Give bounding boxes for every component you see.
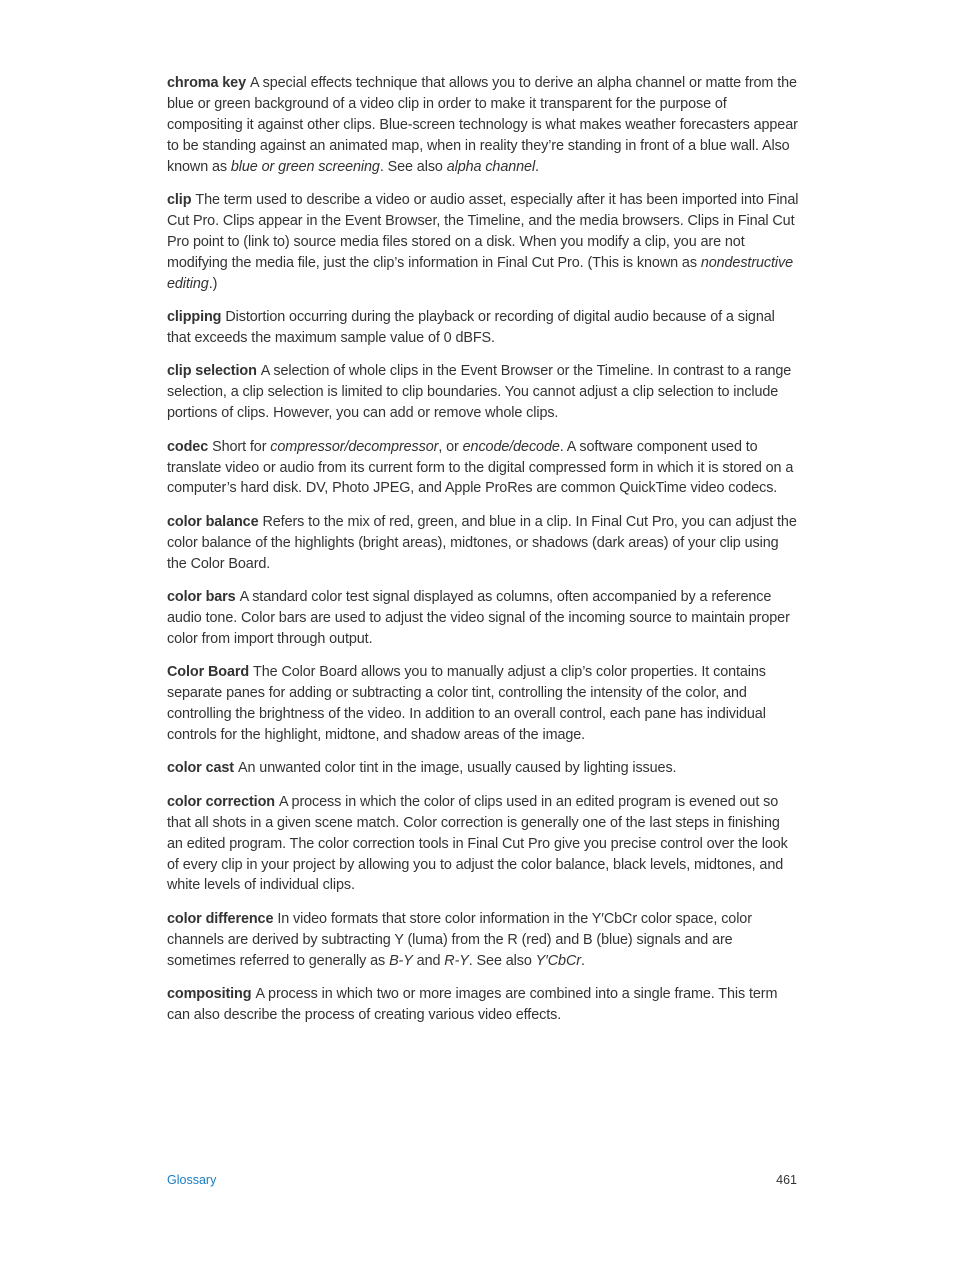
glossary-term: color bars (167, 589, 236, 606)
glossary-definition (167, 514, 797, 572)
glossary-term: chroma key (167, 75, 246, 91)
glossary-definition (167, 589, 790, 647)
footer-section-link[interactable]: Glossary (167, 1173, 217, 1187)
glossary-definition (167, 986, 777, 1023)
glossary-entry (167, 512, 799, 575)
glossary-definition (167, 439, 793, 497)
glossary-term: clip selection (167, 363, 257, 380)
glossary-entry (167, 792, 799, 897)
definition-text: A process in which two or more images are combined into a single frame. This term can also describe the process of creating various video effects. (167, 986, 778, 1023)
glossary-entry (167, 361, 799, 424)
definition-text: , or (438, 438, 463, 455)
glossary-entry (167, 984, 799, 1026)
glossary-term: color balance (167, 513, 259, 530)
definition-text: Refers to the mix of red, green, and blue in a clip. In Final Cut Pro, you can adjust the color balance of the highlights (bright areas), midtones, or shadows (dark areas) of your clip using the Color Board. (167, 513, 797, 572)
definition-text: In video formats that store color information in the Y′CbCr color space, color channels are derived by subtracting Y (luma) from the R (red) and B (blue) signals and are sometimes referred to generally as (167, 910, 752, 969)
glossary-definition (167, 192, 798, 292)
glossary-entry (167, 307, 799, 349)
definition-text: A standard color test signal displayed as columns, often accompanied by a reference audio tone. Color bars are used to adjust the video signal of the incoming source to maintain proper color from import through output. (167, 589, 790, 647)
glossary-content (167, 73, 799, 1038)
glossary-term: Color Board (167, 664, 250, 681)
glossary-entry (167, 190, 799, 295)
definition-text: . (580, 952, 585, 969)
definition-italic-text: encode/decode (462, 438, 560, 455)
definition-text: . See also (379, 158, 447, 175)
glossary-term: clipping (167, 309, 222, 326)
definition-italic-text: Y′CbCr (535, 952, 581, 969)
glossary-term: color correction (167, 793, 275, 810)
glossary-entry (167, 437, 799, 500)
definition-text: The Color Board allows you to manually adjust a clip’s color properties. It contains separate panes for adding or subtracting a color tint, controlling the intensity of the color, and controlling the brightness of the video. In addition to an overall control, each pane has individual controls for the highlight, midtone, and shadow areas of the image. (167, 664, 766, 743)
glossary-entry (167, 909, 799, 972)
definition-text: and (412, 952, 445, 969)
definition-text: An unwanted color tint in the image, usually caused by lighting issues. (237, 760, 677, 777)
definition-italic-text: alpha channel (446, 158, 536, 175)
definition-italic-text: R-Y (444, 952, 469, 969)
glossary-definition (167, 664, 766, 743)
page-number: 461 (776, 1173, 797, 1187)
definition-text: A special effects technique that allows you to derive an alpha channel or matte from the blue or green background of a video clip in order to make it transparent for the purpose of compositing it against other clips. Blue-screen technology is what makes weather forecasters appear to be standing against an animated map, when in reality they’re standing in front of a blue wall. Also known as (167, 75, 798, 175)
definition-text: . See also (468, 952, 536, 969)
definition-text: Distortion occurring during the playback or recording of digital audio because of a signal that exceeds the maximum sample value of 0 dBFS. (167, 309, 775, 346)
definition-italic-text: compressor/decompressor (270, 438, 439, 455)
definition-text: . A software component used to translate video or audio from its current form to the digital compressed form in which it is stored on a computer’s hard disk. DV, Photo JPEG, and Apple ProRes are common QuickTime video codecs. (167, 438, 794, 497)
definition-text: .) (208, 275, 218, 292)
glossary-term: codec (167, 438, 209, 455)
definition-text: A process in which the color of clips used in an edited program is evened out so that all shots in a given scene match. Color correction is generally one of the last steps in finishing an edited program. The color correction tools in Final Cut Pro give you precise control over the look of every clip in your project by allowing you to adjust the color balance, black levels, midtones, and white levels of individual clips. (167, 793, 788, 894)
glossary-definition (167, 309, 775, 346)
glossary-definition (238, 760, 676, 776)
definition-italic-text: blue or green screening (230, 158, 380, 175)
glossary-entry (167, 758, 799, 779)
glossary-entry (167, 662, 799, 746)
definition-text: A selection of whole clips in the Event Browser or the Timeline. In contrast to a range selection, a clip selection is limited to clip boundaries. You cannot adjust a clip selection to include portions of clips. However, you can add or remove whole clips. (167, 363, 792, 422)
glossary-term: color difference (167, 910, 274, 927)
definition-italic-text: B-Y (389, 952, 413, 969)
glossary-entry (167, 587, 799, 650)
definition-text: Short for (212, 438, 271, 455)
glossary-definition (167, 363, 791, 421)
definition-text: The term used to describe a video or audio asset, especially after it has been imported into Final Cut Pro. Clips appear in the Event Browser, the Timeline, and the media browsers. Clips in Final Cut Pro point to (link to) source media files stored on a disk. When you modify a clip, you are not modifying the media file, just the clip’s information in Final Cut Pro. (This is known as (167, 192, 799, 271)
glossary-term: color cast (167, 760, 234, 777)
definition-text: . (535, 158, 539, 175)
glossary-term: clip (167, 192, 192, 209)
glossary-term: compositing (167, 986, 252, 1003)
definition-italic-text: nondestructive editing (167, 254, 794, 292)
glossary-entry (167, 73, 799, 178)
glossary-definition (167, 75, 798, 175)
